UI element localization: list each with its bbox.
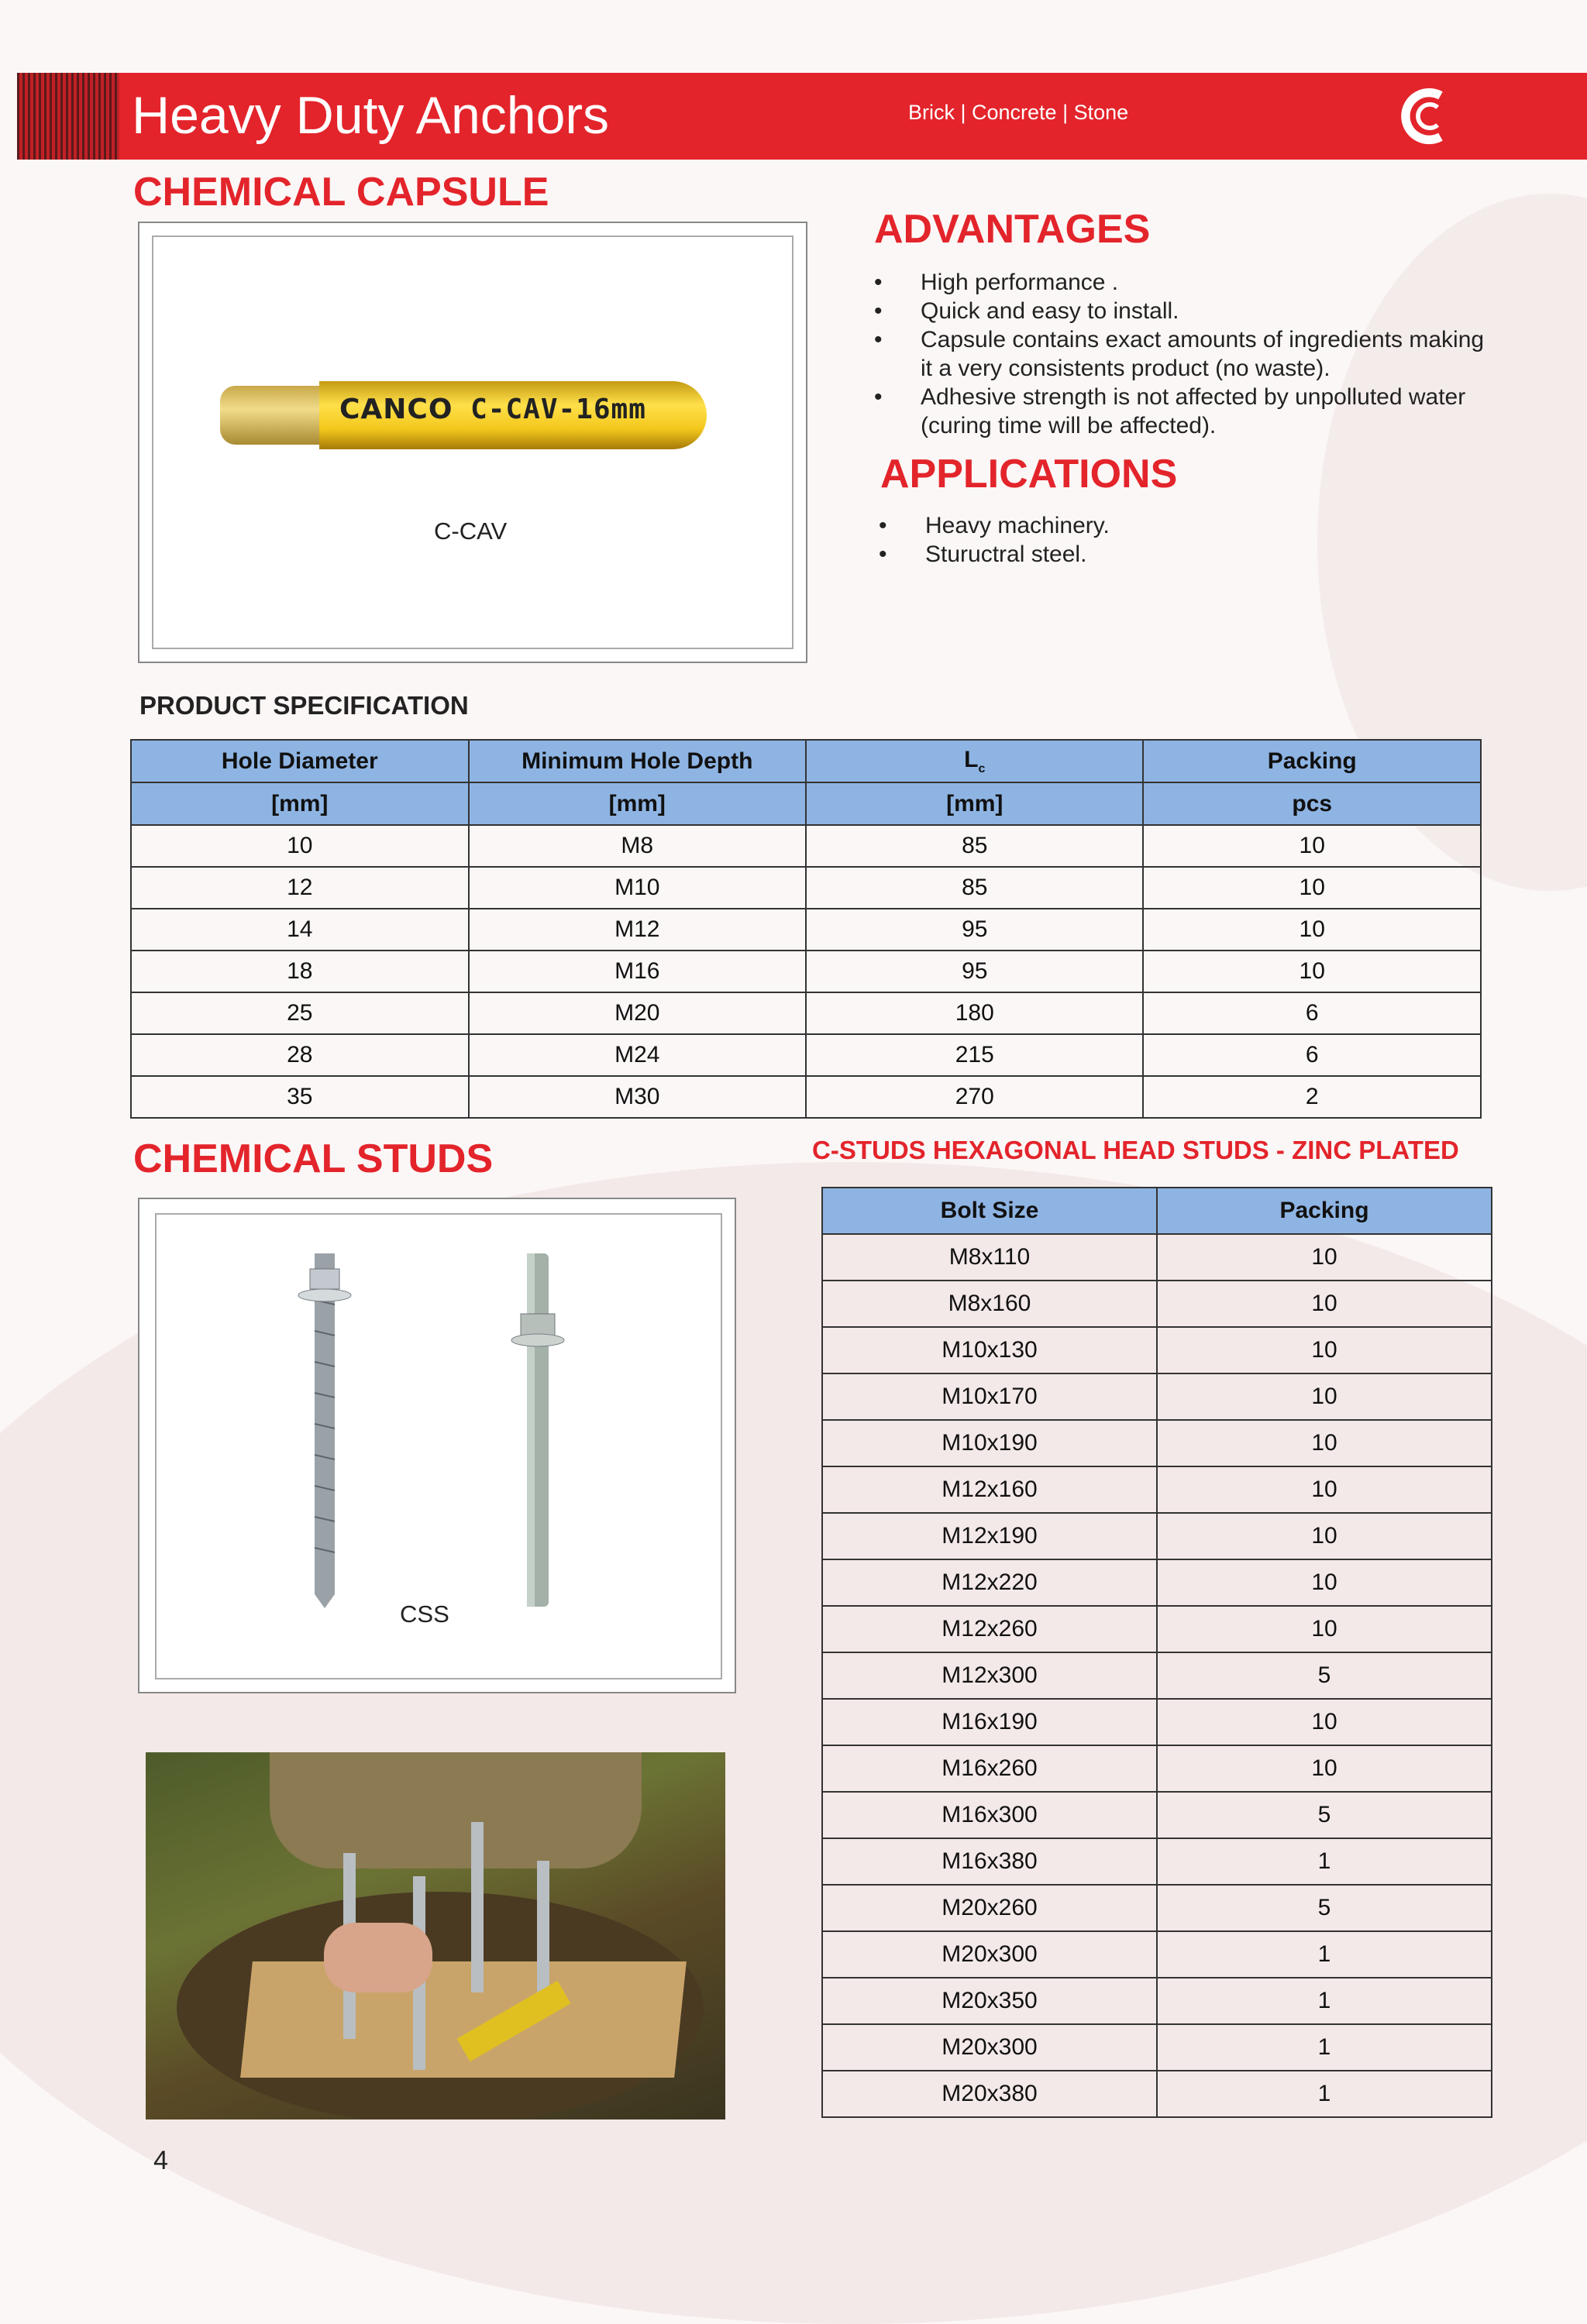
- table-cell: 95: [806, 909, 1143, 951]
- table-cell: 10: [1157, 1466, 1492, 1513]
- stud-rod: [471, 1822, 484, 1992]
- table-cell: M10x190: [822, 1420, 1157, 1466]
- column-header: Bolt Size: [822, 1188, 1157, 1234]
- table-cell: 12: [131, 867, 469, 909]
- table-cell: M8x160: [822, 1281, 1157, 1327]
- table-row: [822, 1978, 1492, 2024]
- table-cell: M20x350: [822, 1978, 1157, 2024]
- table-cell: M16x260: [822, 1745, 1157, 1792]
- column-unit: [mm]: [131, 782, 469, 825]
- applications-list: [879, 511, 1110, 569]
- table-cell: 10: [1157, 1420, 1492, 1466]
- studs-image-frame: [138, 1198, 736, 1693]
- table-cell: 2: [1143, 1076, 1481, 1118]
- table-cell: 10: [1157, 1559, 1492, 1606]
- application-item: • Heavy machinery.: [879, 513, 1110, 538]
- table-row: [131, 1034, 1481, 1076]
- table-cell: 6: [1143, 1034, 1481, 1076]
- column-header: Packing: [1143, 740, 1481, 782]
- column-unit: [mm]: [469, 782, 807, 825]
- table-cell: 10: [1157, 1234, 1492, 1281]
- table-cell: 14: [131, 909, 469, 951]
- table-cell: 10: [1157, 1606, 1492, 1652]
- advantage-item: • Quick and easy to install.: [874, 298, 1179, 324]
- table-row: [822, 1513, 1492, 1559]
- table-header-row: [822, 1188, 1492, 1234]
- table-cell: 28: [131, 1034, 469, 1076]
- table-cell: 18: [131, 951, 469, 992]
- table-cell: M16: [469, 951, 807, 992]
- plain-stud-icon: [496, 1253, 581, 1610]
- table-cell: 10: [1157, 1281, 1492, 1327]
- table-row: [822, 1885, 1492, 1931]
- advantage-item: • Capsule contains exact amounts of ingredients making it a very consistents product (no waste).: [874, 327, 1485, 381]
- table-cell: M10x130: [822, 1327, 1157, 1373]
- table-cell: 10: [1157, 1327, 1492, 1373]
- table-cell: 1: [1157, 1838, 1492, 1885]
- canco-c-logo-icon: [1396, 87, 1455, 146]
- product-specification-table: [130, 739, 1482, 1119]
- table-row: [131, 867, 1481, 909]
- table-row: [131, 1076, 1481, 1118]
- stud-with-nut-icon: [284, 1253, 369, 1610]
- table-cell: M16x380: [822, 1838, 1157, 1885]
- column-header: Hole Diameter: [131, 740, 469, 782]
- banner-subtitle: Brick | Concrete | Stone: [908, 101, 1129, 124]
- installation-photo: [146, 1752, 725, 2119]
- table-header-row: [131, 740, 1481, 782]
- table-row: [822, 1838, 1492, 1885]
- applications-heading: APPLICATIONS: [880, 452, 1178, 497]
- table-cell: M10x170: [822, 1373, 1157, 1420]
- table-row: [822, 1792, 1492, 1838]
- table-cell: 1: [1157, 1931, 1492, 1978]
- table-cell: 270: [806, 1076, 1143, 1118]
- table-cell: 5: [1157, 1652, 1492, 1699]
- application-item: • Stuructral steel.: [879, 541, 1087, 567]
- product-specification-heading: PRODUCT SPECIFICATION: [139, 691, 469, 720]
- table-cell: 10: [1157, 1699, 1492, 1745]
- table-cell: 215: [806, 1034, 1143, 1076]
- table-cell: 35: [131, 1076, 469, 1118]
- chemical-studs-heading: CHEMICAL STUDS: [133, 1136, 494, 1181]
- table-row: [131, 992, 1481, 1034]
- table-cell: 180: [806, 992, 1143, 1034]
- column-header: $L_c$: [806, 740, 1143, 782]
- advantage-item: • Adhesive strength is not affected by unpolluted water (curing time will be affected).: [874, 384, 1466, 438]
- table-row: [822, 1699, 1492, 1745]
- table-row: [822, 1652, 1492, 1699]
- table-cell: M20x300: [822, 2024, 1157, 2071]
- capsule-image-frame: [138, 222, 807, 663]
- capsule-label: [339, 394, 646, 425]
- table-row: [822, 1931, 1492, 1978]
- table-cell: 10: [1143, 825, 1481, 867]
- capsule-brand: CANCO: [339, 394, 453, 425]
- table-cell: M12x190: [822, 1513, 1157, 1559]
- column-unit: [mm]: [806, 782, 1143, 825]
- table-cell: M30: [469, 1076, 807, 1118]
- table-row: [822, 1373, 1492, 1420]
- table-cell: 1: [1157, 2024, 1492, 2071]
- table-row: [822, 1327, 1492, 1373]
- table-row: [131, 951, 1481, 992]
- capsule-text: C-CAV-16mm: [470, 394, 646, 425]
- c-studs-heading: C-STUDS HEXAGONAL HEAD STUDS - ZINC PLATED: [812, 1136, 1459, 1164]
- table-cell: 85: [806, 825, 1143, 867]
- table-cell: 10: [1157, 1373, 1492, 1420]
- person-knees: [270, 1752, 642, 1868]
- table-cell: 85: [806, 867, 1143, 909]
- table-cell: 1: [1157, 2071, 1492, 2117]
- table-cell: 5: [1157, 1885, 1492, 1931]
- table-cell: M12: [469, 909, 807, 951]
- table-row: [131, 825, 1481, 867]
- table-cell: M8: [469, 825, 807, 867]
- table-cell: 10: [1143, 951, 1481, 992]
- table-cell: 25: [131, 992, 469, 1034]
- table-cell: M8x110: [822, 1234, 1157, 1281]
- column-header: Minimum Hole Depth: [469, 740, 807, 782]
- table-cell: M16x190: [822, 1699, 1157, 1745]
- table-cell: M20x260: [822, 1885, 1157, 1931]
- table-cell: 95: [806, 951, 1143, 992]
- table-cell: M20: [469, 992, 807, 1034]
- column-header: Packing: [1157, 1188, 1492, 1234]
- table-cell: M12x300: [822, 1652, 1157, 1699]
- table-cell: 6: [1143, 992, 1481, 1034]
- table-cell: M20x380: [822, 2071, 1157, 2117]
- table-cell: M16x300: [822, 1792, 1157, 1838]
- table-row: [822, 1745, 1492, 1792]
- banner-grip-pattern: [17, 73, 119, 160]
- table-cell: M10: [469, 867, 807, 909]
- table-cell: 10: [1143, 867, 1481, 909]
- table-cell: M24: [469, 1034, 807, 1076]
- page-number: 4: [153, 2146, 168, 2175]
- table-row: [822, 1281, 1492, 1327]
- chemical-capsule-heading: CHEMICAL CAPSULE: [133, 170, 549, 215]
- advantages-heading: ADVANTAGES: [874, 207, 1151, 252]
- table-cell: 10: [1157, 1745, 1492, 1792]
- column-unit: pcs: [1143, 782, 1481, 825]
- table-cell: 10: [131, 825, 469, 867]
- table-row: [822, 1559, 1492, 1606]
- table-cell: 5: [1157, 1792, 1492, 1838]
- advantage-item: • High performance .: [874, 270, 1119, 295]
- table-cell: M20x300: [822, 1931, 1157, 1978]
- capsule-cap: [220, 386, 329, 445]
- c-studs-table: [821, 1187, 1492, 2118]
- studs-caption: CSS: [400, 1600, 449, 1628]
- advantages-list: [874, 268, 1484, 440]
- table-cell: 1: [1157, 1978, 1492, 2024]
- table-row: [822, 1420, 1492, 1466]
- wooden-template: [240, 1961, 687, 2078]
- table-row: [822, 2071, 1492, 2117]
- table-cell: M12x160: [822, 1466, 1157, 1513]
- table-cell: 10: [1143, 909, 1481, 951]
- table-row: [131, 909, 1481, 951]
- page-title: Heavy Duty Anchors: [132, 86, 610, 145]
- table-cell: M12x260: [822, 1606, 1157, 1652]
- table-units-row: [131, 782, 1481, 825]
- hand: [324, 1923, 432, 1992]
- table-cell: 10: [1157, 1513, 1492, 1559]
- table-cell: M12x220: [822, 1559, 1157, 1606]
- capsule-caption: C-CAV: [434, 517, 508, 545]
- table-row: [822, 1466, 1492, 1513]
- table-row: [822, 1606, 1492, 1652]
- table-row: [822, 2024, 1492, 2071]
- header-banner: [17, 73, 1587, 160]
- table-row: [822, 1234, 1492, 1281]
